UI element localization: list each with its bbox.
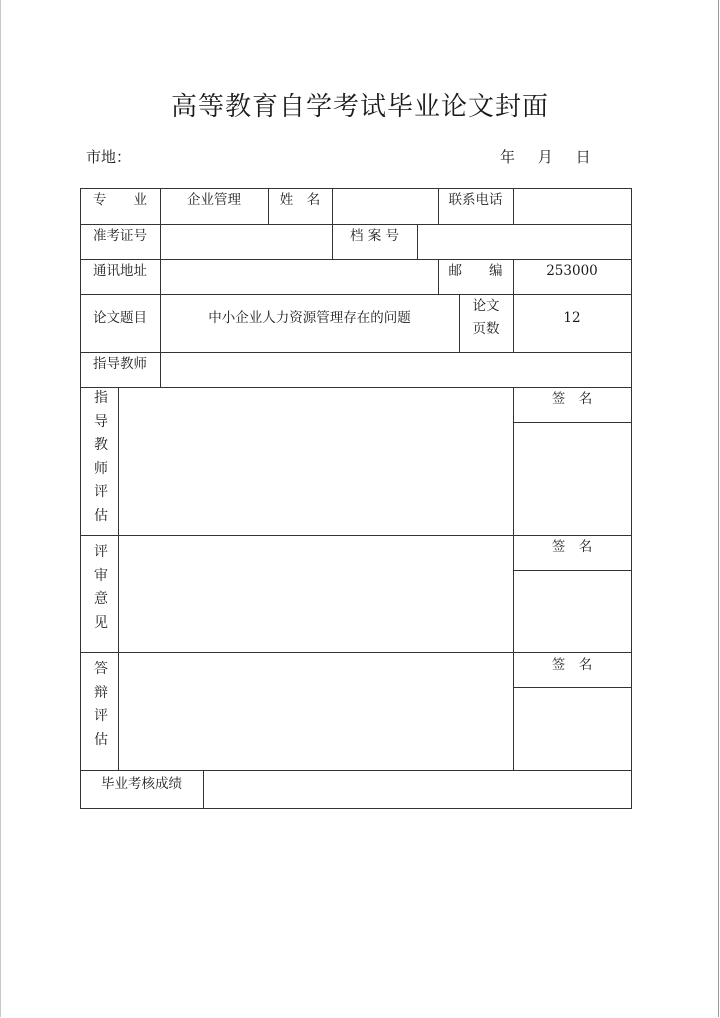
city-label: 市地： [86,148,132,166]
defense-area[interactable] [119,653,513,770]
day-label: 日 [575,148,591,166]
thesis-title-value[interactable]: 中小企业人力资源管理存在的问题 [208,310,411,326]
advisor-sign-area[interactable] [514,423,631,535]
pages-label-line1: 论文 [472,298,500,314]
review-sign-area[interactable] [514,571,631,652]
major-label: 专 业 [93,192,147,208]
pages-label-line2: 页数 [472,321,500,337]
defense-sign-label: 签 名 [551,657,593,673]
final-grade-label: 毕业考核成绩 [101,776,182,792]
phone-label: 联系电话 [448,192,503,208]
postcode-label: 邮 编 [448,263,503,279]
defense-sign-area[interactable] [514,688,631,770]
postcode-value[interactable]: 253000 [546,263,598,279]
name-label: 姓 名 [279,192,321,208]
major-value[interactable]: 企业管理 [187,192,241,208]
advisor-label: 指导教师 [93,356,147,372]
advisor-eval-label: 指导教师评估 [94,390,108,524]
month-label: 月 [537,148,553,166]
pages-value[interactable]: 12 [563,310,581,326]
defense-label: 答辩评估 [94,661,108,748]
review-label: 评审意见 [94,544,108,631]
advisor-sign-label: 签 名 [551,391,593,407]
file-no-label: 档 案 号 [349,228,400,244]
review-sign-label: 签 名 [551,539,593,555]
advisor-eval-area[interactable] [119,388,513,535]
review-area[interactable] [119,536,513,652]
thesis-title-label: 论文题目 [93,310,147,326]
exam-id-label: 准考证号 [93,228,147,244]
address-label: 通讯地址 [93,263,147,279]
page-title: 高等教育自学考试毕业论文封面 [170,92,549,122]
date-line [500,146,609,167]
year-label: 年 [500,148,516,166]
